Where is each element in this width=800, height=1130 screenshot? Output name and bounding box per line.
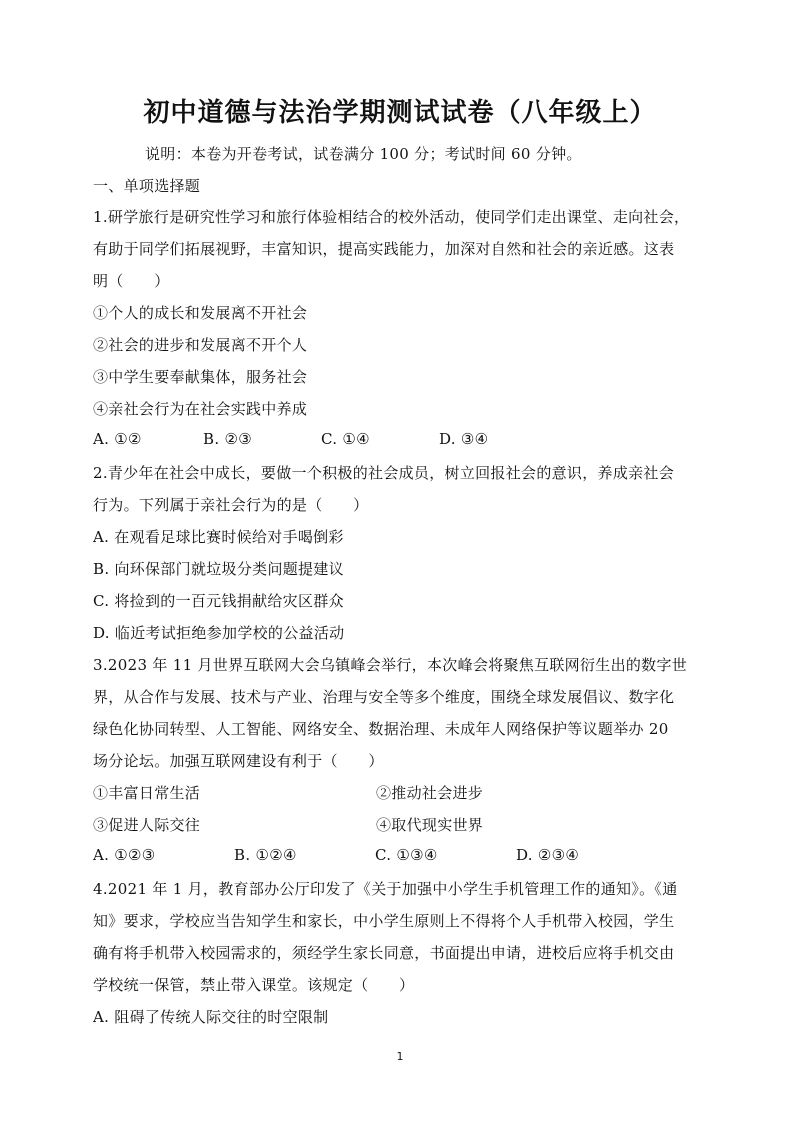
- q2-stem-line: 行为。下列属于亲社会行为的是（ ）: [93, 496, 369, 514]
- q1-statement: ③中学生要奉献集体，服务社会: [93, 368, 308, 386]
- q1-statement: ①个人的成长和发展离不开社会: [93, 304, 308, 322]
- q3-options: [93, 846, 579, 864]
- q2-option-c: C. 将捡到的一百元钱捐献给灾区群众: [93, 592, 344, 610]
- q3-statements-row: [93, 814, 483, 835]
- q4-stem-line: 确有将手机带入校园需求的，须经学生家长同意，书面提出申请，进校后应将手机交由: [93, 944, 675, 962]
- q2-option-b: B. 向环保部门就垃圾分类问题提建议: [93, 560, 344, 578]
- q1-stem-line: 1.研学旅行是研究性学习和旅行体验相结合的校外活动，使同学们走出课堂、走向社会，: [93, 208, 690, 226]
- q3-statement: ④取代现实世界: [376, 816, 484, 834]
- q4-stem-line: 知》要求，学校应当告知学生和家长，中小学生原则上不得将个人手机带入校园，学生: [93, 912, 675, 930]
- q3-stem-line: 界，从合作与发展、技术与产业、治理与安全等多个维度，围绕全球发展倡议、数字化: [93, 688, 675, 706]
- q3-stem-line: 绿色化协同转型、人工智能、网络安全、数据治理、未成年人网络保护等议题举办 20: [93, 720, 669, 738]
- q1-option-c: C. ①④: [321, 430, 370, 448]
- q1-stem-line: 有助于同学们拓展视野，丰富知识，提高实践能力，加深对自然和社会的亲近感。这表: [93, 240, 675, 258]
- page-number: 1: [396, 1050, 404, 1063]
- q3-statement: ③促进人际交往: [93, 816, 201, 834]
- q1-options: [93, 430, 488, 448]
- q4-option-a: A. 阻碍了传统人际交往的时空限制: [93, 1008, 329, 1026]
- q4-stem-line: 学校统一保管，禁止带入课堂。该规定（ ）: [93, 976, 415, 994]
- exam-title: 初中道德与法治学期测试试卷（八年级上）: [143, 98, 657, 128]
- q1-option-a: A. ①②: [93, 430, 142, 448]
- q3-stem-line: 3.2023 年 11 月世界互联网大会乌镇峰会举行，本次峰会将聚焦互联网衍生出的数字世: [93, 656, 688, 674]
- q3-stem-line: 场分论坛。加强互联网建设有利于（ ）: [93, 752, 384, 770]
- q4-stem-line: 4.2021 年 1 月，教育部办公厅印发了《关于加强中小学生手机管理工作的通知》。《通: [93, 880, 678, 898]
- q3-statement: ②推动社会进步: [376, 784, 484, 802]
- q3-option-b: B. ①②④: [234, 846, 297, 864]
- q1-option-d: D. ③④: [439, 430, 489, 448]
- q3-option-c: C. ①③④: [375, 846, 438, 864]
- q2-option-d: D. 临近考试拒绝参加学校的公益活动: [93, 624, 345, 642]
- q1-option-b: B. ②③: [203, 430, 252, 448]
- q1-statement: ②社会的进步和发展离不开个人: [93, 336, 308, 354]
- q1-statement: ④亲社会行为在社会实践中养成: [93, 400, 308, 418]
- section-heading: 一、单项选择题: [93, 177, 201, 195]
- q2-stem-line: 2.青少年在社会中成长，要做一个积极的社会成员，树立回报社会的意识，养成亲社会: [93, 464, 675, 482]
- q2-option-a: A. 在观看足球比赛时候给对手喝倒彩: [93, 528, 344, 546]
- q3-statement: ①丰富日常生活: [93, 784, 201, 802]
- exam-instructions: 说明：本卷为开卷考试，试卷满分 100 分；考试时间 60 分钟。: [145, 145, 582, 163]
- q1-stem-line: 明（ ）: [93, 272, 170, 290]
- q3-option-d: D. ②③④: [516, 846, 580, 864]
- q3-option-a: A. ①②③: [93, 846, 156, 864]
- q3-statements-row: [93, 782, 483, 803]
